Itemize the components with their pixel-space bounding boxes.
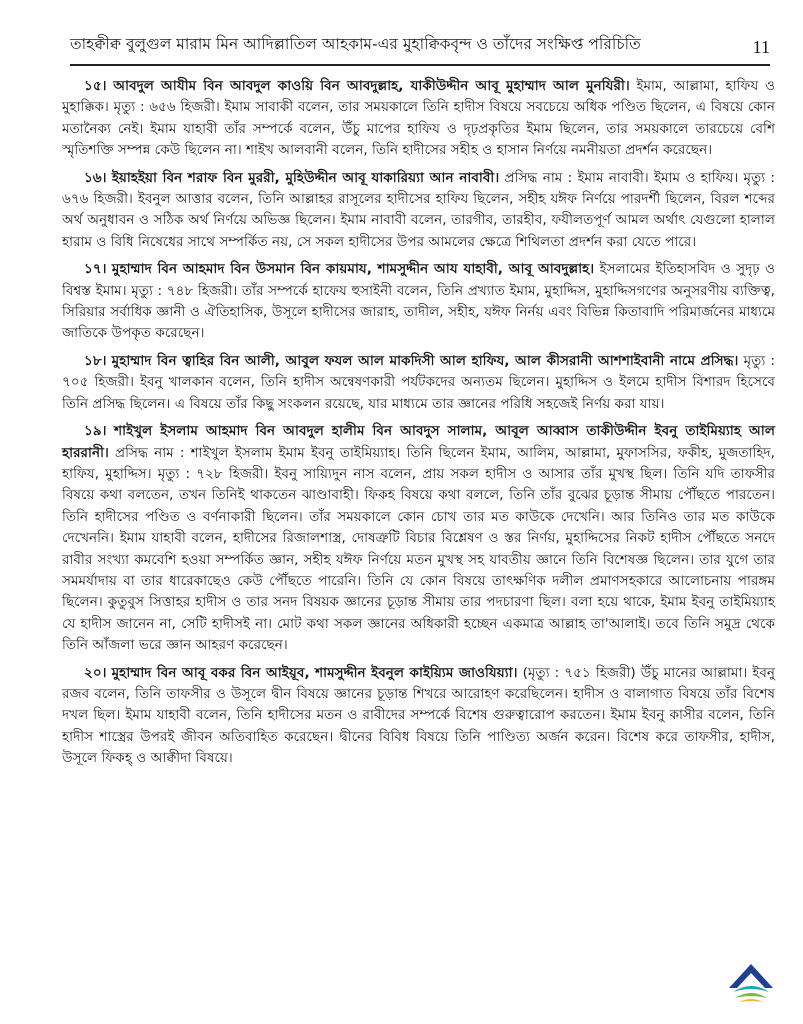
scholar-bio: ইসলামের ইতিহাসবিদ ও সুদৃঢ় ও বিশ্বস্ত ইমাম। মৃত্যু : ৭৪৮ হিজরী। তাঁর সম্পর্কে হাফেয হুসাইনী বলেন, তিনি প্রখ্যাত ইমাম, মুহাদ্দিস, মুহাদ্দিসগণের অনুসরণীয় ব্যক্তিত্ব, সিরিয়ার সর্বাধিক জ্ঞানী ও ঐতিহাসিক, উসূলে হাদীসের জারাহ, তাদীল, সহীহ, যঈফ নির্নয় এবং বিভিন্ন কিতাবাদি পরিমার্জনের মাধ্যমে জাতিকে উপকৃত করেছেন। — [62, 261, 775, 342]
scholar-name: মুহাম্মাদ বিন ত্বাহির বিন আলী, আবুল ফযল আল মাকদিসী আল হাফিয, আল কীসরানী আশশাইবানী নামে প্রসিদ্ধ। — [111, 352, 739, 369]
page-body — [62, 76, 775, 776]
logo-teal-arc — [733, 986, 769, 992]
entry-paragraph — [62, 663, 775, 770]
scholar-name: ইয়াহইয়া বিন শরাফ বিন মুররী, মুহিউদ্দীন আবূ যাকারিয়্যা আন নাবাবী। — [111, 169, 500, 186]
scholar-name: আবদুল আযীম বিন আবদুল কাওয়ি বিন আবদুল্লাহ, যাকীউদ্দীন আবূ মুহাম্মাদ আল মুনযিরী। — [113, 78, 630, 94]
page-number: 11 — [752, 37, 770, 57]
entry-paragraph — [62, 76, 775, 162]
entry-number: ১৭। — [84, 261, 107, 278]
scholar-name: শাইখুল ইসলাম আহমাদ বিন আবদুল হালীম বিন আবদুস সালাম, আবূল আব্বাস তাকীউদ্দীন ইবনু তাইমিয়্যাহ আল হাররানী। — [62, 423, 775, 461]
logo-blue-peak — [729, 964, 773, 988]
scholar-bio: প্রসিদ্ধ নাম : শাইখুল ইসলাম ইমাম ইবনু তাইমিয়্যাহ। তিনি ছিলেন ইমাম, আলিম, আল্লামা, মুফাসসির, ফকীহ, মুজতাহিদ, হাফিয, মুহাদ্দিস। মৃত্যু : ৭২৮ হিজরী। ইবনু সায়্যিদুন নাস বলেন, প্রায় সকল হাদীস ও আসার তাঁর মুখস্থ ছিল। তিনি যদি তাফসীর বিষয়ে কথা বলতেন, তখন তিনিই থাকতেন ঝাণ্ডাবাহী। ফিকহ বিষয়ে কথা বললে, তিনি তাঁর বুঝের চূড়ান্ত সীমায় পৌঁছতে পারতেন। তিনি হাদীসের পণ্ডিত ও বর্ণনাকারী ছিলেন। তাঁর সময়কালে কোন চোখ তার মত কাউকে দেখেনি। আর তিনিও তার মত কাউকে দেখেননি। ইমাম যাহাবী বলেন, হাদীসের রিজালশাস্ত্র, দোষত্রুটি বিচার বিশ্লেষণ ও স্তর নির্ণয়, মুহাদ্দিসের নিকট হাদীস পৌঁছতে সনদে রাবীর সংখ্যা কমবেশি হওয়া সম্পর্কিত জ্ঞান, সহীহ যঈফ নির্ণয়ে মতন মুখস্থ সহ যাবতীয় জ্ঞানে তিনি বিশেষজ্ঞ ছিলেন। তার যুগে তার সমমর্যাদায় বা তার ধারেকাছেও কেউ পৌঁছতে পারেনি। তিনি যে কোন বিষয়ে তাৎক্ষণিক দলীল প্রমাণসহকারে আলোচনায় পারঙ্গম ছিলেন। কুতুবুস সিত্তাহর হাদীস ও তার সনদ বিষয়ক জ্ঞানের চূড়ান্ত সীমায় তার পদচারণা ছিল। বলা হয়ে থাকে, ইমাম ইবনু তাইমিয়্যাহ যে হাদীস জানেন না, সেটি হাদীসই না। মোট কথা সকল জ্ঞানের অধিকারী হচ্ছেন একমাত্র আল্লাহ তা'আলাই। তবে তিনি সমুদ্র থেকে তিনি আঁজলা ভরে জ্ঞান আহরণ করেছেন। — [62, 444, 775, 654]
entry-20 — [62, 663, 775, 770]
entry-number: ১৯। — [84, 423, 107, 440]
scholar-bio: (মৃত্যু : ৭৫১ হিজরী) উঁচু মানের আল্লামা। ইবনু রজব বলেন, তিনি তাফসীর ও উসূলে দ্বীন বিষয়ে জ্ঞানের চূড়ান্ত শিখরে আরোহণ করেছিলেন। হাদীস ও বালাগাত বিষয়ে তাঁর বিশেষ দখল ছিল। ইমাম যাহাবী বলেন, তিনি হাদীসের মতন ও রাবীদের সম্পর্কে বিশেষ গুরুত্বারোপ করতেন। ইমাম ইবনু কাসীর বলেন, তিনি হাদীস শাস্ত্রের উপরই জীবন অতিবাহিত করেছেন। দ্বীনের বিবিধ বিষয়ে তিনি পাণ্ডিত্য অর্জন করেন। বিশেষ করে তাফসীর, হাদীস, উসূলে ফিকহ্ ও আক্বীদা বিষয়ে। — [62, 664, 776, 767]
page-header — [70, 32, 770, 66]
scholar-bio: ইমাম, আল্লামা, হাফিয ও মুহাক্কিক। মৃত্যু : ৬৫৬ হিজরী। ইমাম সাবাকী বলেন, তার সময়কালে তিনি হাদীস বিষয়ে সবচেয়ে অধিক পণ্ডিত ছিলেন, এ বিষয়ে কোন মতানৈক্য নেই। ইমাম যাহাবী তাঁর সম্পর্কে বলেন, উঁচু মাপের হাফিয ও দৃঢ়প্রকৃতির ইমাম ছিলেন, তার সময়কালে তারচেয়ে বেশি স্মৃতিশক্তি সম্পন্ন কেউ ছিলেন না। শাইখ আলবানী বলেন, তিনি হাদীসের সহীহ ও হাসান নির্ণয়ে নমনীয়তা প্রদর্শন করেছেন। — [62, 78, 776, 159]
scholar-name: মুহাম্মাদ বিন আহমাদ বিন উসমান বিন কায়মায, শামসুদ্দীন আয যাহাবী, আবূ আবদুল্লাহ। — [111, 261, 595, 278]
entry-number: ১৬। — [84, 169, 107, 186]
running-title: তাহক্বীক্ব বুলুগুল মারাম মিন আদিল্লাতিল আহকাম-এর মুহাক্বিকবৃন্দ ও তাঁদের সংক্ষিপ্ত পরিচিতি — [70, 35, 641, 53]
entry-15 — [62, 76, 775, 162]
entry-paragraph — [62, 259, 775, 345]
publisher-logo-icon — [725, 958, 777, 1004]
logo-yellow-arc — [739, 999, 763, 1002]
logo-green-arc — [735, 993, 767, 998]
entry-paragraph — [62, 421, 775, 656]
entry-paragraph — [62, 351, 775, 415]
entry-18 — [62, 351, 775, 415]
scholar-bio: মৃত্যু : ৭০৫ হিজরী। ইবনু খালকান বলেন, তিনি হাদীস অন্বেষণকারী পর্যটকদের অন্যতম ছিলেন। মুহাদ্দিস ও ইলমে হাদীস বিশারদ হিসেবে তিনি প্রসিদ্ধ ছিলেন। এ বিষয়ে তাঁর কিছু সংকলন রয়েছে, যার মাধ্যমে তার জ্ঞানের পরিধি সহজেই নির্ণয় করা যায়। — [62, 352, 775, 412]
entry-number: ২০। — [84, 664, 107, 681]
scholar-name: মুহাম্মাদ বিন আবূ বকর বিন আইয়ূব, শামসুদ্দীন ইবনুল কাইয়্যিম জাওযিয়্যা। — [111, 664, 518, 681]
entry-19 — [62, 421, 775, 656]
entry-16 — [62, 168, 775, 254]
scholar-bio: প্রসিদ্ধ নাম : ইমাম নাবাবী। ইমাম ও হাফিয। মৃত্যু : ৬৭৬ হিজরী। ইবনুল আত্তার বলেন, তিনি আল্লাহর রাসূলের হাদীসের হাফিয ছিলেন, সহীহ যঈফ নির্ণয়ে পারদর্শী ছিলেন, বিরল শব্দের অর্থ অনুধাবন ও সঠিক অর্থ নির্ণয়ে অভিজ্ঞ ছিলেন। ইমাম নাবাবী বলেন, তারগীব, তারহীব, ফযীলতপূর্ণ আমল অর্থাৎ যেগুলো হালাল হারাম ও বিধি নিষেধের সাথে সম্পর্কিত নয়, সে সকল হাদীসের উপর আমলের ক্ষেত্রে শিথিলতা প্রদর্শন করা যেতে পারে। — [62, 169, 776, 250]
entry-17 — [62, 259, 775, 345]
entry-number: ১৫। — [84, 78, 107, 94]
entry-number: ১৮। — [84, 352, 107, 369]
entry-paragraph — [62, 168, 775, 254]
